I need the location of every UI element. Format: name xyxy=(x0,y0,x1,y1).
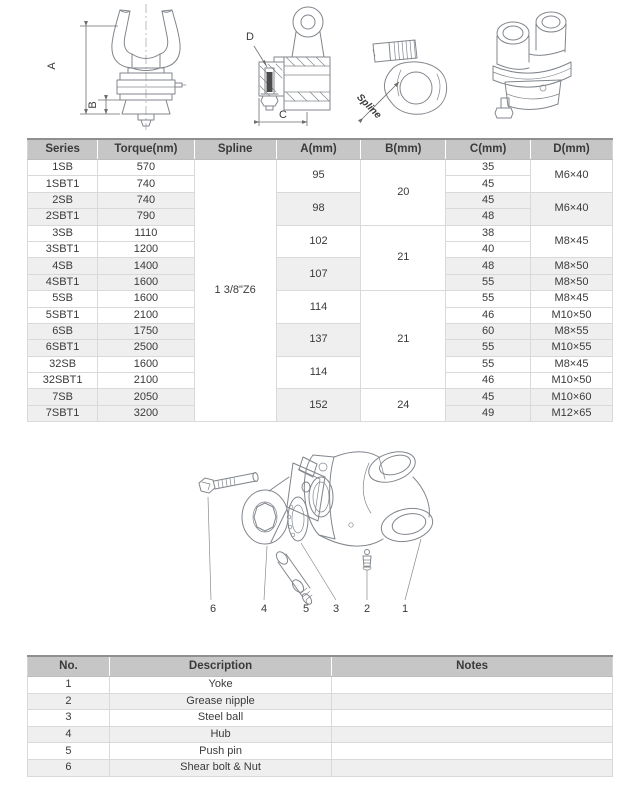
parts-cell-no: 1 xyxy=(28,677,110,694)
spec-cell-c: 48 xyxy=(446,209,531,225)
parts-cell-no: 4 xyxy=(28,726,110,743)
spec-cell-c: 49 xyxy=(446,405,531,421)
spec-table-body xyxy=(28,160,613,422)
spec-cell-a: 114 xyxy=(276,291,361,324)
spec-cell-c: 55 xyxy=(446,291,531,307)
spec-cell-a: 102 xyxy=(276,225,361,258)
spec-table-header-row xyxy=(28,139,613,160)
parts-cell-notes xyxy=(332,743,613,760)
spec-cell-d: M10×55 xyxy=(531,340,613,356)
drawing-yoke-section-view xyxy=(226,2,354,134)
parts-table-body xyxy=(28,677,613,777)
parts-cell-description: Shear bolt & Nut xyxy=(109,759,331,776)
spec-row xyxy=(28,192,613,208)
spec-cell-c: 60 xyxy=(446,323,531,339)
parts-row xyxy=(28,677,613,694)
spec-cell-series: 1SB xyxy=(28,160,98,176)
parts-cell-no: 2 xyxy=(28,693,110,710)
spline-label: Spline xyxy=(354,92,384,122)
spec-cell-torque: 2100 xyxy=(98,373,195,389)
parts-cell-description: Push pin xyxy=(109,743,331,760)
spec-cell-series: 32SB xyxy=(28,356,98,372)
exploded-num-3: 3 xyxy=(332,603,340,615)
parts-cell-description: Yoke xyxy=(109,677,331,694)
spec-table xyxy=(27,138,613,422)
spec-cell-c: 55 xyxy=(446,356,531,372)
spline-teeth xyxy=(394,40,416,60)
spec-cell-c: 45 xyxy=(446,389,531,405)
spec-cell-d: M8×45 xyxy=(531,225,613,258)
exploded-part-yoke xyxy=(304,446,435,546)
spec-header-6: D(mm) xyxy=(531,139,613,160)
spec-cell-c: 45 xyxy=(446,192,531,208)
spec-cell-c: 46 xyxy=(446,307,531,323)
spec-cell-torque: 1200 xyxy=(98,241,195,257)
parts-row xyxy=(28,743,613,760)
spec-cell-d: M10×50 xyxy=(531,373,613,389)
spec-cell-d: M6×40 xyxy=(531,160,613,193)
parts-header-2: Notes xyxy=(332,656,613,677)
spec-cell-torque: 1600 xyxy=(98,274,195,290)
exploded-num-1: 1 xyxy=(401,603,409,615)
spec-cell-c: 46 xyxy=(446,373,531,389)
spec-header-0: Series xyxy=(28,139,98,160)
spec-row xyxy=(28,323,613,339)
drawing-exploded-view xyxy=(155,437,475,609)
spec-header-4: B(mm) xyxy=(361,139,446,160)
parts-cell-notes xyxy=(332,726,613,743)
exploded-part-ball-collar xyxy=(287,497,308,541)
spec-cell-torque: 1600 xyxy=(98,356,195,372)
spec-row xyxy=(28,258,613,274)
exploded-num-2: 2 xyxy=(363,603,371,615)
spec-cell-series: 4SBT1 xyxy=(28,274,98,290)
spec-cell-torque: 1400 xyxy=(98,258,195,274)
parts-header-0: No. xyxy=(28,656,110,677)
parts-cell-description: Grease nipple xyxy=(109,693,331,710)
spec-cell-torque: 790 xyxy=(98,209,195,225)
parts-cell-description: Hub xyxy=(109,726,331,743)
spec-cell-torque: 2100 xyxy=(98,307,195,323)
spec-cell-torque: 2050 xyxy=(98,389,195,405)
spec-cell-d: M8×50 xyxy=(531,258,613,274)
spec-row xyxy=(28,291,613,307)
spec-cell-c: 40 xyxy=(446,241,531,257)
parts-row xyxy=(28,726,613,743)
spec-cell-series: 1SBT1 xyxy=(28,176,98,192)
parts-cell-notes xyxy=(332,759,613,776)
spec-cell-series: 3SB xyxy=(28,225,98,241)
spec-cell-series: 5SB xyxy=(28,291,98,307)
parts-cell-no: 6 xyxy=(28,759,110,776)
spec-cell-d: M8×55 xyxy=(531,323,613,339)
drawing-spline-view xyxy=(353,28,465,132)
spec-cell-torque: 1600 xyxy=(98,291,195,307)
spec-cell-torque: 570 xyxy=(98,160,195,176)
dim-label-b: B xyxy=(87,101,99,109)
spec-header-1: Torque(nm) xyxy=(98,139,195,160)
spec-cell-series: 5SBT1 xyxy=(28,307,98,323)
spec-cell-a: 107 xyxy=(276,258,361,291)
spec-cell-series: 7SB xyxy=(28,389,98,405)
dim-label-d: D xyxy=(246,31,254,43)
spec-row xyxy=(28,225,613,241)
parts-row xyxy=(28,710,613,727)
spec-cell-series: 3SBT1 xyxy=(28,241,98,257)
parts-cell-notes xyxy=(332,693,613,710)
exploded-num-5: 5 xyxy=(302,603,310,615)
spec-cell-c: 45 xyxy=(446,176,531,192)
spec-cell-torque: 3200 xyxy=(98,405,195,421)
dim-label-a: A xyxy=(46,62,58,70)
parts-cell-notes xyxy=(332,677,613,694)
spec-cell-d: M10×50 xyxy=(531,307,613,323)
spec-cell-series: 2SBT1 xyxy=(28,209,98,225)
spec-cell-b: 24 xyxy=(361,389,446,422)
spec-cell-series: 6SB xyxy=(28,323,98,339)
parts-table xyxy=(27,655,613,777)
spec-row xyxy=(28,160,613,176)
spec-cell-b: 20 xyxy=(361,160,446,226)
parts-row xyxy=(28,693,613,710)
spec-cell-d: M12×65 xyxy=(531,405,613,421)
spec-cell-a: 95 xyxy=(276,160,361,193)
spec-cell-d: M8×50 xyxy=(531,274,613,290)
spec-cell-d: M8×45 xyxy=(531,356,613,372)
spec-cell-b: 21 xyxy=(361,225,446,291)
spec-cell-a: 98 xyxy=(276,192,361,225)
exploded-part-grease-nipple xyxy=(363,550,371,571)
exploded-part-hub xyxy=(242,457,325,544)
dim-label-c: C xyxy=(279,109,287,121)
exploded-num-6: 6 xyxy=(209,603,217,615)
spec-cell-c: 38 xyxy=(446,225,531,241)
spec-cell-series: 4SB xyxy=(28,258,98,274)
exploded-part-shear-bolt xyxy=(199,472,259,493)
spec-cell-torque: 740 xyxy=(98,176,195,192)
leader-lines xyxy=(208,497,421,603)
parts-header-1: Description xyxy=(109,656,331,677)
spec-cell-series: 7SBT1 xyxy=(28,405,98,421)
parts-row xyxy=(28,759,613,776)
spec-cell-torque: 2500 xyxy=(98,340,195,356)
spec-cell-d: M10×60 xyxy=(531,389,613,405)
spec-cell-torque: 740 xyxy=(98,192,195,208)
spec-cell-series: 2SB xyxy=(28,192,98,208)
parts-cell-no: 3 xyxy=(28,710,110,727)
spec-cell-b: 21 xyxy=(361,291,446,389)
drawing-yoke-3d-view xyxy=(475,2,593,132)
exploded-num-4: 4 xyxy=(260,603,268,615)
spec-cell-series: 6SBT1 xyxy=(28,340,98,356)
spec-header-5: C(mm) xyxy=(446,139,531,160)
spec-row xyxy=(28,356,613,372)
spec-cell-spline: 1 3/8"Z6 xyxy=(194,160,276,422)
spec-cell-torque: 1110 xyxy=(98,225,195,241)
spec-cell-c: 55 xyxy=(446,274,531,290)
exploded-part-push-pin xyxy=(274,550,313,606)
spec-cell-c: 48 xyxy=(446,258,531,274)
spec-cell-d: M6×40 xyxy=(531,192,613,225)
spec-header-2: Spline xyxy=(194,139,276,160)
spec-cell-c: 55 xyxy=(446,340,531,356)
spec-cell-d: M8×45 xyxy=(531,291,613,307)
spec-cell-c: 35 xyxy=(446,160,531,176)
spec-cell-series: 32SBT1 xyxy=(28,373,98,389)
spec-cell-a: 114 xyxy=(276,356,361,389)
spec-header-3: A(mm) xyxy=(276,139,361,160)
parts-cell-description: Steel ball xyxy=(109,710,331,727)
spec-cell-torque: 1750 xyxy=(98,323,195,339)
parts-cell-notes xyxy=(332,710,613,727)
parts-cell-no: 5 xyxy=(28,743,110,760)
spec-row xyxy=(28,389,613,405)
parts-table-header-row xyxy=(28,656,613,677)
spec-cell-a: 152 xyxy=(276,389,361,422)
spec-cell-a: 137 xyxy=(276,323,361,356)
